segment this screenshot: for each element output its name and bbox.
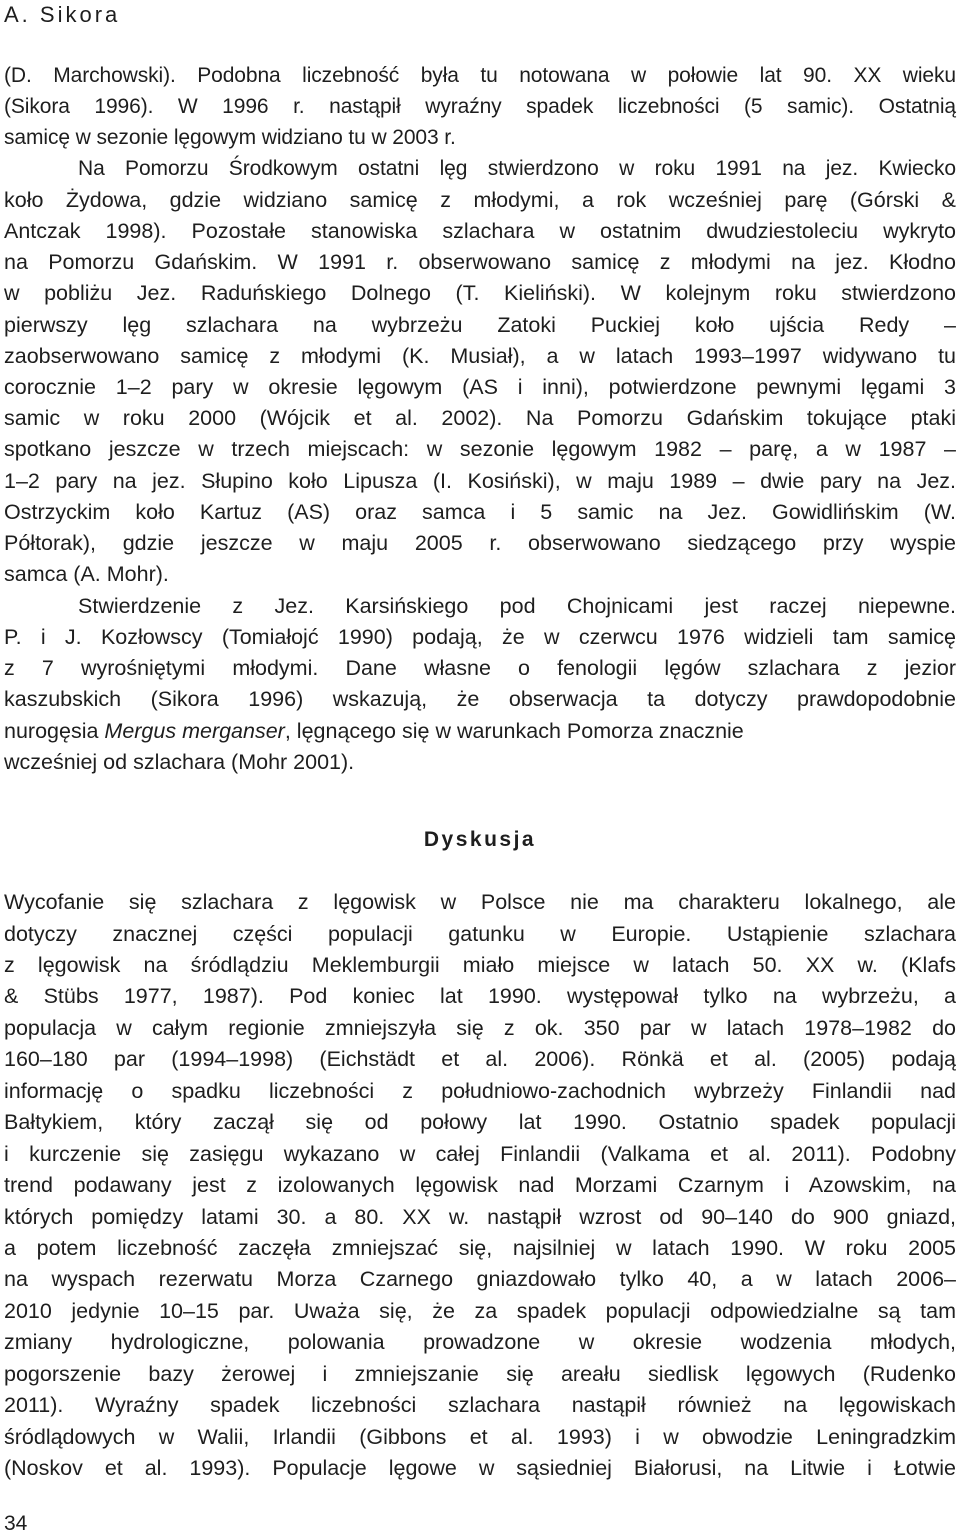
text-line: Półtorak), gdzie jeszcze w maju 2005 r. obserwowano siedzącego przy wyspie [4,531,956,555]
text-line: 160–180 par (1994–1998) (Eichstädt et al. 2006). Rönkä et al. (2005) podają [4,1047,956,1071]
text-line: P. i J. Kozłowscy (Tomiałojć 1990) podają, że w czerwcu 1976 widzieli tam samicę [4,625,956,649]
text-line: spotkano jeszcze w trzech miejscach: w sezonie lęgowym 1982 – parę, a w 1987 – [4,437,956,461]
text-line: w pobliżu Jez. Raduńskiego Dolnego (T. Kieliński). W kolejnym roku stwierdzono [4,281,956,305]
text-line: zmiany hydrologiczne, polowania prowadzone w okresie wodzenia młodych, [4,1330,956,1354]
text-line: Na Pomorzu Środkowym ostatni lęg stwierdzono w roku 1991 na jez. Kwiecko [78,157,956,180]
text-line: trend podawany jest z izolowanych lęgowisk nad Morzami Czarnym i Azowskim, na [4,1173,956,1197]
text-line: 1–2 pary na jez. Słupino koło Lipusza (I. Kosiński), w maju 1989 – dwie pary na Jez. [4,469,956,493]
text-line: na Pomorzu Gdańskim. W 1991 r. obserwowano samicę z młodymi na jez. Kłodno [4,250,956,274]
text-line: koło Żydowa, gdzie widziano samicę z młodymi, a rok wcześniej parę (Górski & [4,188,956,212]
text-line: a potem liczebność zaczęła zmniejszać się, najsilniej w latach 1990. W roku 2005 [4,1236,956,1260]
text-fragment: nurogęsia [4,719,105,743]
text-line: 2010 jedynie 10–15 par. Uważa się, że za spadek populacji odpowiedzialne są tam [4,1299,956,1323]
text-line: zaobserwowano samicę z młodymi (K. Musiał), a w latach 1993–1997 widywano tu [4,344,956,368]
text-line: 2011). Wyraźny spadek liczebności szlachara nastąpił również na lęgowiskach [4,1393,956,1417]
section-heading: Dyskusja [423,828,537,851]
text-line: informację o spadku liczebności z południowo-zachodnich wybrzeży Finlandii nad [4,1079,956,1103]
text-line: (Sikora 1996). W 1996 r. nastąpił wyraźny spadek liczebności (5 samic). Ostatnią [4,95,956,118]
text-line: pierwszy lęg szlachara na wybrzeżu Zatoki Puckiej koło ujścia Redy – [4,313,956,337]
text-line: z 7 wyrośniętymi młodymi. Dane własne o fenologii lęgów szlachara z jezior [4,656,956,680]
text-line: Ostrzyckim koło Kartuz (AS) oraz samca i 5 samic na Jez. Gowidlińskim (W. [4,500,956,524]
text-line: samic w roku 2000 (Wójcik et al. 2002). Na Pomorzu Gdańskim tokujące ptaki [4,406,956,430]
text-line: których pomiędzy latami 30. a 80. XX w. nastąpił wzrost od 90–140 do 900 gniazd, [4,1205,956,1229]
running-head: A. Sikora [4,2,121,27]
text-line-italic-species [4,716,956,746]
text-line: kaszubskich (Sikora 1996) wskazują, że obserwacja ta dotyczy prawdopodobnie [4,687,956,711]
text-line: corocznie 1–2 pary w okresie lęgowym (AS i inni), potwierdzone pewnymi lęgami 3 [4,375,956,399]
page-number: 34 [4,1512,28,1535]
text-line: wcześniej od szlachara (Mohr 2001). [4,750,355,774]
text-line: pogorszenie bazy żerowej i zmniejszanie się areału siedlisk lęgowych (Rudenko [4,1362,956,1386]
text-line: Wycofanie się szlachara z lęgowisk w Polsce nie ma charakteru lokalnego, ale [4,890,956,914]
text-line: Stwierdzenie z Jez. Karsińskiego pod Chojnicami jest raczej niepewne. [78,594,956,618]
text-line: i kurczenie się zasięgu wykazano w całej Finlandii (Valkama et al. 2011). Podobny [4,1142,956,1166]
text-line: samca (A. Mohr). [4,562,169,586]
text-line: populacja w całym regionie zmniejszyła się z ok. 350 par w latach 1978–1982 do [4,1016,956,1040]
text-fragment: , lęgnącego się w warunkach Pomorza znacznie [284,719,744,743]
text-line: (D. Marchowski). Podobna liczebność była tu notowana w połowie lat 90. XX wieku [4,64,956,87]
text-line: śródlądowych w Walii, Irlandii (Gibbons et al. 1993) i w obwodzie Leningradzkim [4,1425,956,1449]
text-line: (Noskov et al. 1993). Populacje lęgowe w sąsiedniej Białorusi, na Litwie i Łotwie [4,1456,956,1480]
text-line: dotyczy znacznej części populacji gatunku w Europie. Ustąpienie szlachara [4,922,956,946]
species-name: Mergus merganser [104,719,285,743]
text-line: z lęgowisk na śródlądziu Meklemburgii miało miejsce w latach 50. XX w. (Klafs [4,953,956,977]
text-line: samicę w sezonie lęgowym widziano tu w 2003 r. [4,126,456,149]
text-line: na wyspach rezerwatu Morza Czarnego gniazdowało tylko 40, a w latach 2006– [4,1267,956,1291]
text-line: & Stübs 1977, 1987). Pod koniec lat 1990. występował tylko na wybrzeżu, a [4,984,956,1008]
text-line: Bałtykiem, który zaczął się od połowy lat 1990. Ostatnio spadek populacji [4,1110,956,1134]
text-line: Antczak 1998). Pozostałe stanowiska szlachara w ostatnim dwudziestoleciu wykryto [4,219,956,243]
